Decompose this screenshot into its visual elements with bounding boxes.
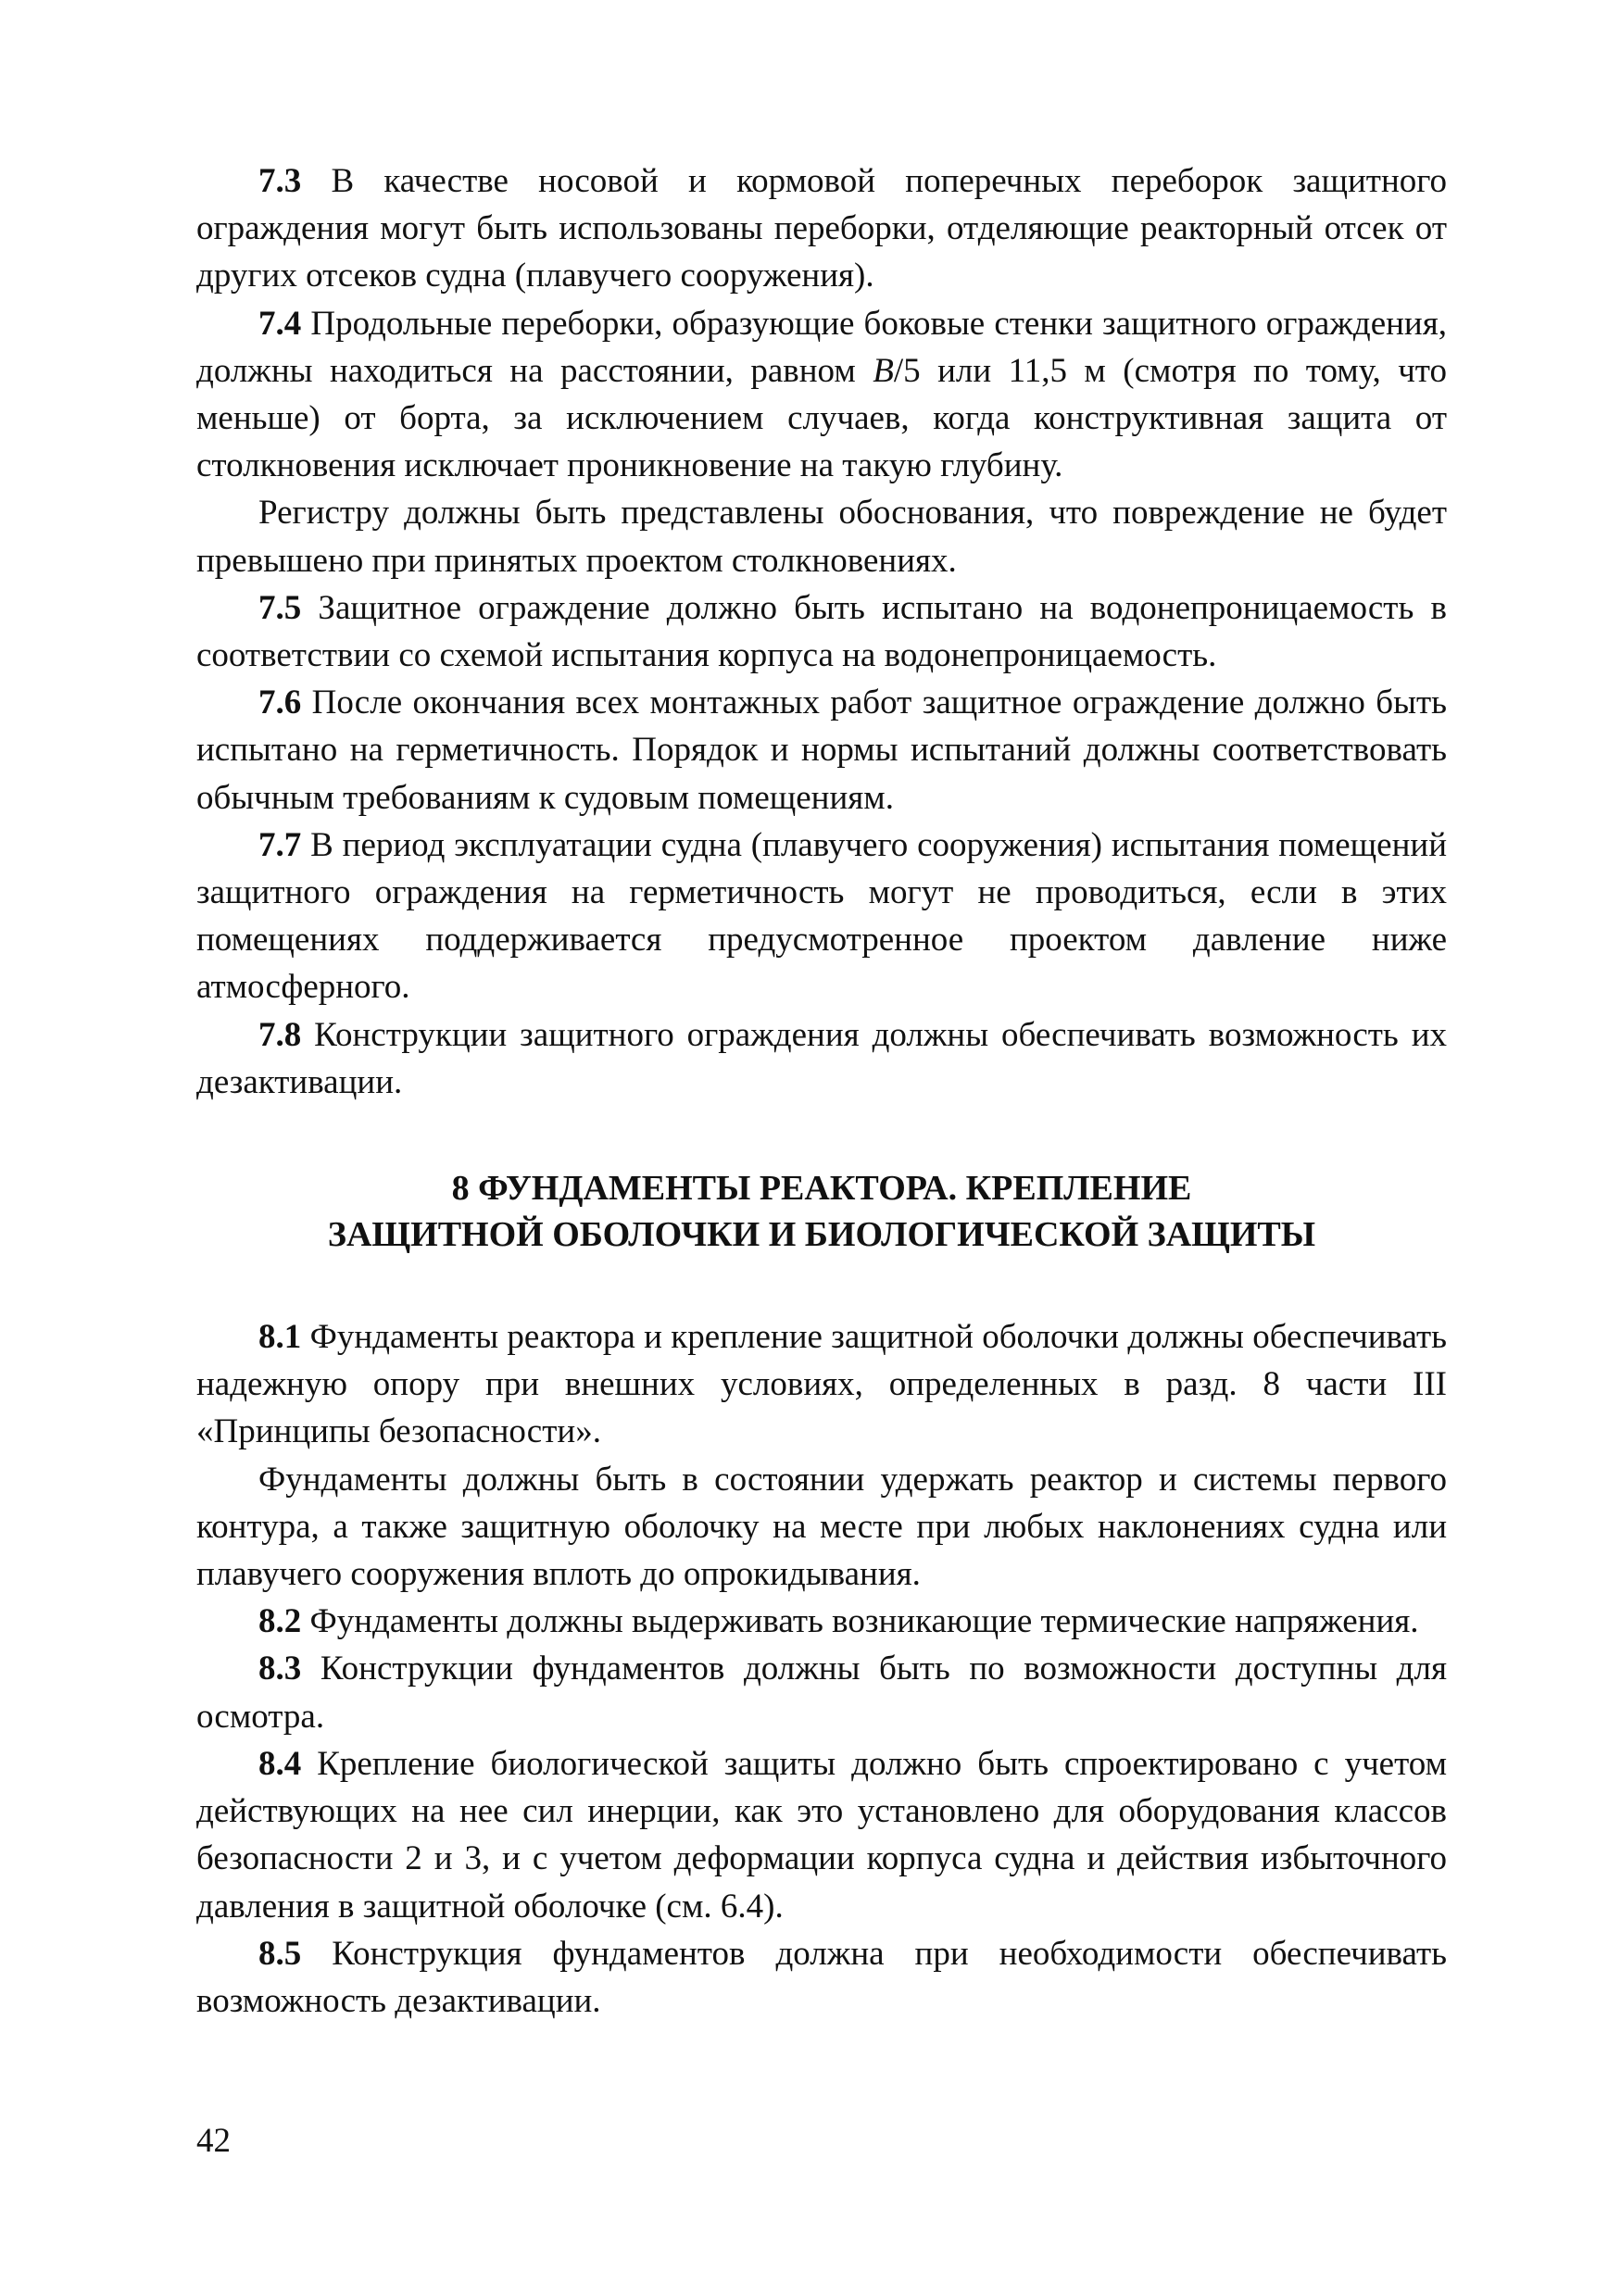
- clause-number: 8.3: [258, 1650, 302, 1688]
- paragraph-text: Конструкция фундаментов должна при необходимости обеспечивать возможность дезактивации.: [196, 1934, 1447, 2020]
- section-8-heading: [196, 1165, 1447, 1258]
- paragraph-8-2: [196, 1598, 1447, 1645]
- paragraph-8-5: [196, 1930, 1447, 2025]
- clause-number: 8.5: [258, 1934, 302, 1973]
- clause-number: 7.3: [258, 162, 302, 200]
- clause-number: 8.4: [258, 1744, 302, 1783]
- paragraph-7-3: [196, 157, 1447, 300]
- clause-number: 7.7: [258, 825, 302, 864]
- variable-b: B: [873, 351, 894, 390]
- paragraph-text: Фундаменты реактора и крепление защитной оболочки должны обеспечивать надежную опору при внешних условиях, определенных в разд. 8 части III «Принципы безопасности».: [196, 1318, 1447, 1451]
- paragraph-text: Защитное ограждение должно быть испытано на водонепроницаемость в соответствии со схемой испытания корпуса на водонепроницаемость.: [196, 588, 1447, 675]
- paragraph-7-5: [196, 584, 1447, 679]
- clause-number: 8.1: [258, 1318, 302, 1357]
- paragraph-text: Продольные переборки, образующие боковые стенки защитного ограждения, должны находиться на расстоянии, равном: [196, 304, 1447, 390]
- paragraph-7-4: [196, 300, 1447, 490]
- paragraph-8-1: [196, 1313, 1447, 1456]
- paragraph-text: Фундаменты должны выдерживать возникающие термические напряжения.: [301, 1602, 1419, 1641]
- page-body: [196, 157, 1447, 2025]
- paragraph-7-4-continued: Регистру должны быть представлены обоснования, что повреждение не будет превышено при принятых проектом столкновениях.: [196, 494, 1447, 580]
- paragraph-text: После окончания всех монтажных работ защитное ограждение должно быть испытано на герметичность. Порядок и нормы испытаний должны соответствовать обычным требованиям к судовым помещениям.: [196, 684, 1447, 817]
- paragraph-8-1-continued: Фундаменты должны быть в состоянии удержать реактор и системы первого контура, а также защитную оболочку на месте при любых наклонениях судна или плавучего сооружения вплоть до опрокидывания.: [196, 1460, 1447, 1594]
- clause-number: 7.5: [258, 588, 302, 627]
- paragraph-7-7: [196, 822, 1447, 1011]
- paragraph-7-6: [196, 679, 1447, 822]
- clause-number: 7.4: [258, 304, 302, 343]
- paragraph-7-8: [196, 1011, 1447, 1106]
- clause-number: 7.6: [258, 684, 302, 722]
- clause-number: 7.8: [258, 1015, 302, 1054]
- clause-number: 8.2: [258, 1602, 302, 1641]
- heading-line-2: ЗАЩИТНОЙ ОБОЛОЧКИ И БИОЛОГИЧЕСКОЙ ЗАЩИТЫ: [327, 1215, 1316, 1255]
- paragraph-text: Конструкции фундаментов должны быть по возможности доступны для осмотра.: [196, 1650, 1447, 1736]
- paragraph-text: /5 или 11,5 м (смотря по тому, что меньше) от борта, за исключением случаев, когда конструктивная защита от столкновения исключает проникновение на такую глубину.: [196, 351, 1447, 485]
- heading-line-1: 8 ФУНДАМЕНТЫ РЕАКТОРА. КРЕПЛЕНИЕ: [451, 1169, 1192, 1209]
- paragraph-text: Крепление биологической защиты должно быть спроектировано с учетом действующих на нее сил инерции, как это установлено для оборудования классов безопасности 2 и 3, и с учетом деформации корпуса судна и действия избыточного давления в защитной оболочке (см. 6.4).: [196, 1744, 1447, 1926]
- paragraph-8-4: [196, 1740, 1447, 1930]
- paragraph-text: Конструкции защитного ограждения должны обеспечивать возможность их дезактивации.: [196, 1015, 1447, 1101]
- paragraph-8-3: [196, 1645, 1447, 1739]
- page-number: 42: [196, 2122, 231, 2160]
- paragraph-text: В период эксплуатации судна (плавучего сооружения) испытания помещений защитного ограждения на герметичность могут не проводиться, если в этих помещениях поддерживается предусмотренное проектом давление ниже атмосферного.: [196, 825, 1447, 1007]
- paragraph-text: В качестве носовой и кормовой поперечных переборок защитного ограждения могут быть использованы переборки, отделяющие реакторный отсек от других отсеков судна (плавучего сооружения).: [196, 162, 1447, 295]
